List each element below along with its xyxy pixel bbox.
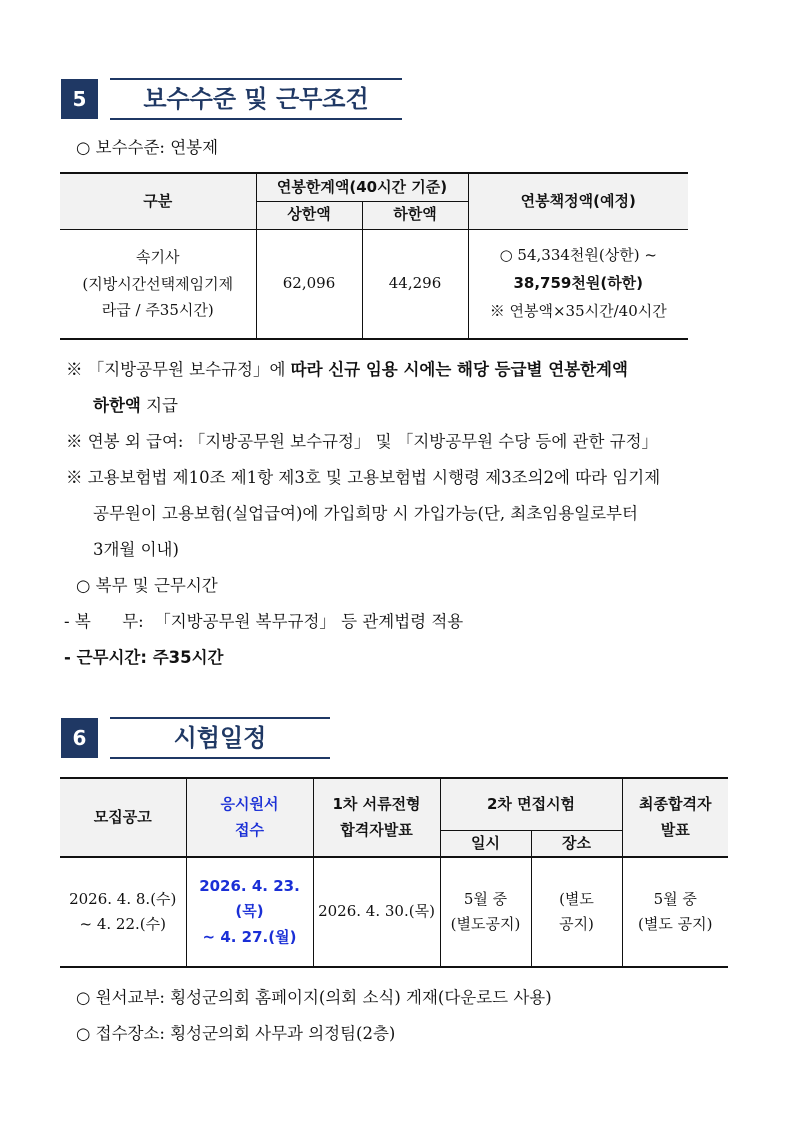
duty-rule: - 복 무: 「지방공무원 복무규정」 등 관계법령 적용 xyxy=(64,612,464,631)
note-insurance-1: ※ 고용보험법 제10조 제1항 제3호 및 고용보험법 시행령 제3조의2에 따라 임기제 xyxy=(66,468,661,487)
first-stage-date: 2026. 4. 30.(목) xyxy=(313,857,440,967)
expected-salary xyxy=(468,229,688,339)
row-category xyxy=(60,229,256,339)
note-pay-rule-cont xyxy=(93,392,178,416)
interview-date xyxy=(440,857,531,967)
interview-place xyxy=(531,857,622,967)
final-announcement xyxy=(622,857,728,967)
section-number-5: 5 xyxy=(61,79,98,119)
header-final xyxy=(622,778,728,857)
application-period xyxy=(186,857,313,967)
duty-heading: ○ 복무 및 근무시간 xyxy=(76,576,218,595)
schedule-table xyxy=(60,777,728,968)
lower-value: 44,296 xyxy=(362,229,468,339)
expected-line1: ○ 54,334천원(상한) ~ xyxy=(499,246,657,265)
header-limit: 연봉한계액(40시간 기준) xyxy=(256,173,468,201)
salary-table xyxy=(60,172,688,340)
notice-period xyxy=(60,857,186,967)
note-pay-rule-lower: 하한액 xyxy=(93,396,141,415)
header-category: 구분 xyxy=(60,173,256,229)
note-pay-rule-tail: 지급 xyxy=(140,396,178,415)
note-insurance-3: 3개월 이내) xyxy=(93,540,179,559)
row-category-line3: 라급 / 주35시간) xyxy=(101,300,214,319)
header-place: 장소 xyxy=(531,830,622,857)
expected-line3: ※ 연봉액×35시간/40시간 xyxy=(489,301,667,320)
working-hours: - 근무시간: 주35시간 xyxy=(64,648,224,667)
upper-value: 62,096 xyxy=(256,229,362,339)
note-pay-rule xyxy=(66,356,628,380)
submission-place: ○ 접수장소: 횡성군의회 사무과 의정팀(2층) xyxy=(76,1024,396,1043)
application-period-line2: ~ 4. 27.(월) xyxy=(202,927,297,946)
header-expected: 연봉책정액(예정) xyxy=(468,173,688,229)
form-distribution: ○ 원서교부: 횡성군의회 홈페이지(의회 소식) 게재(다운로드 사용) xyxy=(76,988,552,1007)
header-notice: 모집공고 xyxy=(60,778,186,857)
final-announcement-line2: (별도 공지) xyxy=(638,915,713,933)
header-application xyxy=(186,778,313,857)
note-pay-rule-emphasis: 따라 신규 임용 시에는 해당 등급별 연봉한계액 xyxy=(290,360,628,379)
header-date: 일시 xyxy=(440,830,531,857)
notice-period-line1: 2026. 4. 8.(수) xyxy=(69,889,177,908)
header-first-stage-line2: 합격자발표 xyxy=(340,820,413,839)
header-first-stage xyxy=(313,778,440,857)
interview-place-line1: (별도 xyxy=(559,889,594,908)
note-extra-pay: ※ 연봉 외 급여: 「지방공무원 보수규정」 및 「지방공무원 수당 등에 관한 규정」 xyxy=(66,432,659,451)
section-title-5: 보수수준 및 근무조건 xyxy=(110,78,402,120)
header-lower: 하한액 xyxy=(362,201,468,229)
section-title-6: 시험일정 xyxy=(110,717,330,759)
note-insurance-2: 공무원이 고용보험(실업급여)에 가입희망 시 가입가능(단, 최초임용일로부터 xyxy=(93,504,638,523)
application-period-line1: 2026. 4. 23.(목) xyxy=(199,876,300,921)
expected-line2: 38,759천원(하한) xyxy=(513,273,644,292)
header-first-stage-line1: 1차 서류전형 xyxy=(332,795,421,813)
header-final-line2: 발표 xyxy=(660,820,690,839)
interview-place-line2: 공지) xyxy=(559,915,594,933)
header-application-line2: 접수 xyxy=(235,820,264,839)
pay-system-line: ○ 보수수준: 연봉제 xyxy=(76,138,219,157)
header-application-line1: 응시원서 xyxy=(220,795,279,813)
header-upper: 상한액 xyxy=(256,201,362,229)
note-pay-rule-text: ※ 「지방공무원 보수규정」에 xyxy=(66,360,291,379)
interview-date-line2: (별도공지) xyxy=(450,915,521,933)
notice-period-line2: ~ 4. 22.(수) xyxy=(79,915,166,933)
header-second-stage: 2차 면접시험 xyxy=(440,778,622,830)
row-category-line2: (지방시간선택제임기제 xyxy=(82,274,234,293)
row-category-line1: 속기사 xyxy=(136,248,180,267)
final-announcement-line1: 5월 중 xyxy=(653,889,697,908)
interview-date-line1: 5월 중 xyxy=(463,889,508,908)
header-final-line1: 최종합격자 xyxy=(639,795,712,813)
section-number-6: 6 xyxy=(61,718,98,758)
